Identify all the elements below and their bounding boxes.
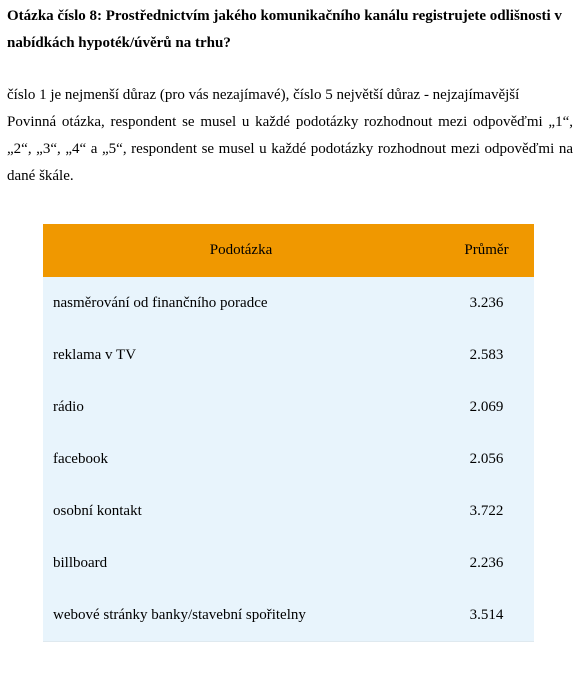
row-subquestion: osobní kontakt	[43, 485, 439, 537]
results-table	[43, 224, 534, 642]
row-average: 3.722	[439, 485, 534, 537]
row-average: 2.069	[439, 381, 534, 433]
row-subquestion: webové stránky banky/stavební spořitelny	[43, 589, 439, 642]
row-average: 2.583	[439, 329, 534, 381]
table-row	[43, 433, 534, 485]
row-subquestion: facebook	[43, 433, 439, 485]
row-subquestion: rádio	[43, 381, 439, 433]
table-header-row	[43, 224, 534, 277]
row-subquestion: nasměrování od finančního poradce	[43, 277, 439, 329]
question-title: Otázka číslo 8: Prostřednictvím jakého komunikačního kanálu registrujete odlišnosti v nabídkách hypoték/úvěrů na trhu?	[7, 8, 562, 51]
row-subquestion: billboard	[43, 537, 439, 589]
row-subquestion: reklama v TV	[43, 329, 439, 381]
table-row	[43, 485, 534, 537]
requirement-note: Povinná otázka, respondent se musel u každé podotázky rozhodnout mezi odpověďmi „1“, „2“, „3“, „4“ a „5“, respondent se musel u každé podotázky rozhodnout mezi odpověďmi na dané škále.	[7, 114, 573, 184]
row-average: 3.514	[439, 589, 534, 642]
instructions	[7, 82, 573, 190]
scale-note: číslo 1 je nejmenší důraz (pro vás nezajímavé), číslo 5 největší důraz - nejzajímavější	[7, 87, 520, 103]
row-average: 2.056	[439, 433, 534, 485]
table-row	[43, 329, 534, 381]
row-average: 2.236	[439, 537, 534, 589]
table-row	[43, 277, 534, 329]
table-row	[43, 589, 534, 642]
table-row	[43, 537, 534, 589]
table-row	[43, 381, 534, 433]
header-subquestion: Podotázka	[43, 224, 439, 277]
row-average: 3.236	[439, 277, 534, 329]
header-average: Průměr	[439, 224, 534, 277]
